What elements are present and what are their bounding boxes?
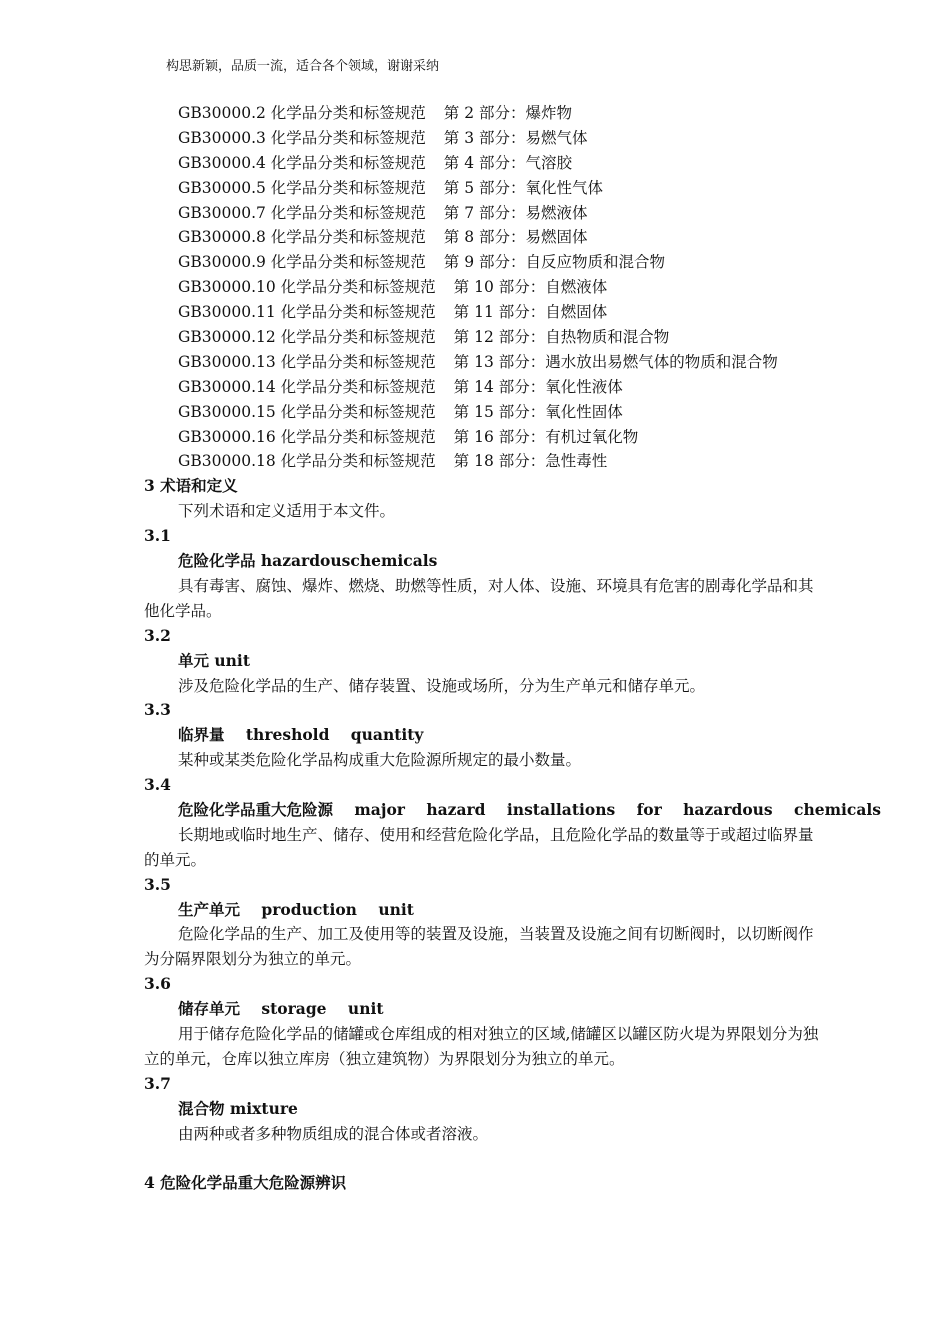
term-title: 储存单元 storage unit bbox=[178, 999, 384, 1019]
term-number: 3.6 bbox=[144, 974, 171, 994]
term-number: 3.2 bbox=[144, 625, 171, 645]
reference-item: GB30000.15 化学品分类和标签规范 第 15 部分：氧化性固体 bbox=[178, 402, 623, 421]
reference-item: GB30000.8 化学品分类和标签规范 第 8 部分：易燃固体 bbox=[178, 228, 588, 247]
page-header: 构思新颖，品质一流，适合各个领域，谢谢采纳 bbox=[166, 59, 440, 74]
reference-item: GB30000.5 化学品分类和标签规范 第 5 部分：氧化性气体 bbox=[178, 178, 604, 197]
term-definition: 长期地或临时地生产、储存、使用和经营危险化学品，且危险化学品的数量等于或超过临界量的单元。 bbox=[144, 825, 814, 869]
reference-item: GB30000.18 化学品分类和标签规范 第 18 部分：急性毒性 bbox=[178, 452, 608, 471]
term-title: 危险化学品重大危险源 major hazard installations for hazardous chemicals bbox=[178, 799, 882, 819]
reference-item: GB30000.2 化学品分类和标签规范 第 2 部分：爆炸物 bbox=[178, 104, 573, 122]
reference-item: GB30000.12 化学品分类和标签规范 第 12 部分：自热物质和混合物 bbox=[178, 328, 670, 347]
term-title: 临界量 threshold quantity bbox=[178, 725, 424, 745]
term-title: 单元 unit bbox=[178, 650, 250, 670]
reference-item: GB30000.3 化学品分类和标签规范 第 3 部分：易燃气体 bbox=[178, 128, 588, 147]
section-heading: 4 危险化学品重大危险源辨识 bbox=[144, 1173, 347, 1193]
reference-item: GB30000.10 化学品分类和标签规范 第 10 部分：自燃液体 bbox=[178, 278, 608, 297]
reference-item: GB30000.11 化学品分类和标签规范 第 11 部分：自燃固体 bbox=[178, 303, 608, 322]
reference-item: GB30000.14 化学品分类和标签规范 第 14 部分：氧化性液体 bbox=[178, 377, 623, 396]
reference-item: GB30000.4 化学品分类和标签规范 第 4 部分：气溶胶 bbox=[178, 153, 573, 172]
document-body bbox=[144, 101, 882, 1196]
term-definition: 某种或某类危险化学品构成重大危险源所规定的最小数量。 bbox=[178, 751, 582, 770]
term-definition: 涉及危险化学品的生产、储存装置、设施或场所，分为生产单元和储存单元。 bbox=[178, 676, 706, 695]
term-number: 3.4 bbox=[144, 775, 171, 795]
term-definition: 用于储存危险化学品的储罐或仓库组成的相对独立的区域,储罐区以罐区防火堤为界限划分为独立的单元，仓库以独立库房（独立建筑物）为界限划分为独立的单元。 bbox=[144, 1025, 819, 1068]
reference-item: GB30000.13 化学品分类和标签规范 第 13 部分：遇水放出易燃气体的物质和混合物 bbox=[178, 352, 778, 371]
reference-item: GB30000.9 化学品分类和标签规范 第 9 部分：自反应物质和混合物 bbox=[178, 253, 666, 272]
reference-item: GB30000.7 化学品分类和标签规范 第 7 部分：易燃液体 bbox=[178, 203, 588, 222]
reference-list bbox=[144, 101, 824, 474]
term-definition: 具有毒害、腐蚀、爆炸、燃烧、助燃等性质，对人体、设施、环境具有危害的剧毒化学品和其他化学品。 bbox=[144, 576, 814, 620]
reference-item: GB30000.16 化学品分类和标签规范 第 16 部分：有机过氧化物 bbox=[178, 427, 639, 446]
term-definition: 危险化学品的生产、加工及使用等的装置及设施，当装置及设施之间有切断阀时，以切断阀作为分隔界限划分为独立的单元。 bbox=[144, 925, 814, 969]
section-intro: 下列术语和定义适用于本文件。 bbox=[178, 502, 396, 521]
term-title: 混合物 mixture bbox=[178, 1098, 298, 1118]
term-title: 危险化学品 hazardouschemicals bbox=[178, 551, 438, 571]
term-number: 3.5 bbox=[144, 874, 171, 894]
term-number: 3.1 bbox=[144, 526, 171, 546]
term-number: 3.7 bbox=[144, 1073, 171, 1093]
spacer bbox=[144, 1147, 824, 1172]
term-number: 3.3 bbox=[144, 700, 171, 720]
section-heading: 3 术语和定义 bbox=[144, 476, 238, 496]
term-definition: 由两种或者多种物质组成的混合体或者溶液。 bbox=[178, 1124, 489, 1143]
term-title: 生产单元 production unit bbox=[178, 899, 414, 919]
